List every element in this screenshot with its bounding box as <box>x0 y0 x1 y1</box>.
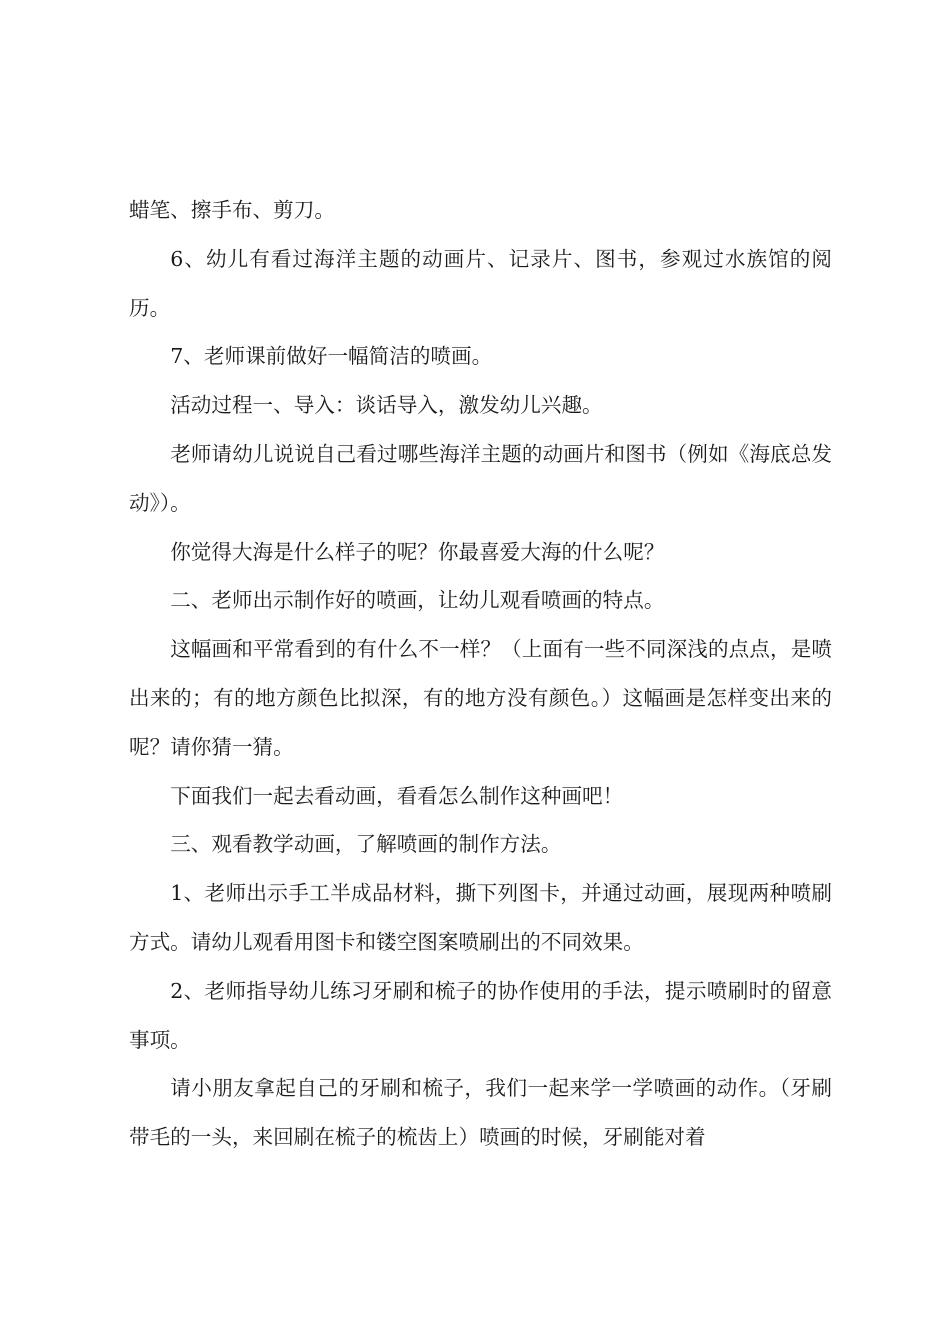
paragraph-materials-continued: 蜡笔、擦手布、剪刀。 <box>129 198 335 222</box>
paragraph-step-three: 三、观看教学动画，了解喷画的制作方法。 <box>170 832 562 857</box>
paragraph-substep-2: 2、老师指导幼儿练习牙刷和梳子的协作使用的手法，提示喷刷时的留意事项。 <box>129 978 832 1052</box>
paragraph-prep-6: 6、幼儿有看过海洋主题的动画片、记录片、图书，参观过水族馆的阅历。 <box>129 246 832 320</box>
document-body <box>129 186 832 1162</box>
paragraph-question-sea: 你觉得大海是什么样子的呢？你最喜爱大海的什么呢？ <box>170 539 665 564</box>
paragraph-observation: 这幅画和平常看到的有什么不一样？（上面有一些不同深浅的点点，是喷出来的；有的地方颜色比拟深，有的地方没有颜色。）这幅画是怎样变出来的呢？请你猜一猜。 <box>129 637 832 759</box>
paragraph-process-intro: 活动过程一、导入：谈话导入，激发幼儿兴趣。 <box>170 393 603 418</box>
paragraph-teacher-asks: 老师请幼儿说说自己看过哪些海洋主题的动画片和图书（例如《海底总发动》）。 <box>129 441 832 515</box>
paragraph-prep-7: 7、老师课前做好一幅简洁的喷画。 <box>170 344 493 369</box>
paragraph-watch-animation: 下面我们一起去看动画，看看怎么制作这种画吧！ <box>170 783 624 808</box>
paragraph-practice: 请小朋友拿起自己的牙刷和梳子，我们一起来学一学喷画的动作。（牙刷带毛的一头，来回刷在梳子的梳齿上）喷画的时候，牙刷能对着 <box>129 1076 832 1150</box>
paragraph-step-two: 二、老师出示制作好的喷画，让幼儿观看喷画的特点。 <box>170 588 665 613</box>
paragraph-substep-1: 1、老师出示手工半成品材料，撕下列图卡，并通过动画，展现两种喷刷方式。请幼儿观看用图卡和镂空图案喷刷出的不同效果。 <box>129 881 832 954</box>
